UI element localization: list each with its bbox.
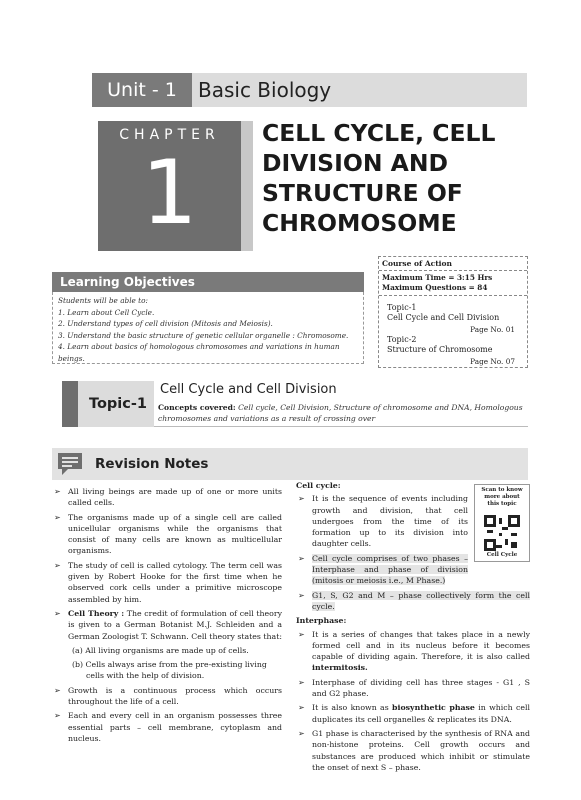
max-time: Maximum Time = 3:15 Hrs (382, 273, 493, 282)
divider (379, 295, 527, 296)
list-item: ➢ G1 phase is characterised by the synthesis of RNA and non-histone proteins. Cell growth occurs and substances are produced which inhibit or stimulate the onset of next S – phase. (296, 728, 530, 773)
chapter-title-line: CHROMOSOME (262, 209, 457, 237)
unit-label: Unit - 1 (92, 73, 192, 107)
max-time-and-questions (382, 273, 492, 293)
list-item: ➢ The study of cell is called cytology. The term cell was given by Robert Hooke for the first time when he observed cork cells under a primitive microscope assembled by him. (52, 560, 282, 605)
term: intermitosis. (312, 663, 368, 673)
chapter-box (98, 121, 241, 251)
list-item: ➢ Each and every cell in an organism possesses three essential parts – cell membrane, cytoplasm and nucleus. (52, 710, 282, 744)
unit-title: Basic Biology (198, 78, 332, 102)
topic-label: Topic-2 (387, 335, 417, 344)
objective-item: 1. Learn about Cell Cycle. (58, 307, 155, 317)
chapter-title (262, 118, 562, 238)
list-item (296, 629, 530, 674)
course-of-action-box (378, 256, 528, 368)
cell-theory-label: Cell Theory : (68, 608, 125, 618)
max-questions: Maximum Questions = 84 (382, 283, 488, 292)
objective-item: Students will be able to: (58, 296, 148, 305)
chapter-number: 1 (141, 141, 198, 244)
term: biosynthetic phase (392, 703, 475, 713)
qr-caption: Scan to know more about this topic (481, 487, 523, 507)
topic-page-number: Page No. 01 (470, 325, 515, 334)
qr-code-box[interactable] (474, 484, 530, 562)
topic-badge: Topic-1 (89, 396, 147, 412)
list-item: ➢ Growth is a continuous process which occurs throughout the life of a cell. (52, 685, 282, 708)
cell-theory-text: The credit of formulation of cell theory is given to a German Botanist M.J. Schleiden and a German Zoologist T. Schwann. Cell theory states that: (68, 608, 282, 641)
concepts-label: Concepts covered: (158, 403, 236, 412)
concepts-text: Cell cycle, Cell Division, Structure of chromosome and DNA, Homologous chromosomes and variations as a result of crossing over (158, 403, 523, 423)
list-item (52, 608, 282, 642)
chapter-word: CHAPTER (119, 127, 220, 143)
chapter-box-shadow (241, 121, 253, 251)
highlighted-text: Cell cycle comprises of two phases – Interphase and phase of division (mitosis or meiosis i.e., M Phase.) (312, 553, 468, 586)
notes-icon (56, 451, 84, 477)
list-item: ➢ It is the sequence of events including growth and division, that cell undergoes from the time of its formation up to its division into daughter cells. (296, 493, 468, 549)
topic-2-entry[interactable] (387, 335, 493, 355)
text: in which cell duplicates its cell organelles & replicates its DNA. (312, 703, 530, 724)
sub-item: (b) Cells always arise from the pre-existing living cells with the help of division. (72, 660, 267, 681)
list-item: ➢ Interphase of dividing cell has three stages - G1 , S and G2 phase. (296, 677, 530, 700)
chapter-title-line: STRUCTURE OF (262, 179, 463, 207)
topic-page-number: Page No. 07 (470, 357, 515, 366)
divider (154, 426, 528, 427)
concepts-covered (158, 402, 528, 424)
list-item (296, 553, 468, 587)
list-item (296, 702, 530, 725)
text: It is also known as (312, 703, 393, 713)
text: It is a series of changes that takes place in a newly formed cell and in its nucleus before it becomes capable of dividing again. Therefore, it is also called (312, 629, 530, 662)
learning-objectives-list (52, 292, 364, 364)
objective-item: 3. Understand the basic structure of genetic cellular organelle : Chromosome. (58, 330, 349, 340)
topic-1-entry[interactable] (387, 303, 499, 323)
objective-item: 4. Learn about basics of homologous chromosomes and variations in human beings. (58, 342, 340, 363)
objective-item: 2. Understand types of cell division (Mitosis and Meiosis). (58, 319, 273, 328)
qr-label: Cell Cycle (486, 552, 518, 558)
revision-notes-title: Revision Notes (95, 456, 209, 472)
divider (379, 270, 527, 271)
topic-name: Cell Cycle and Cell Division (387, 313, 500, 322)
chapter-title-line: CELL CYCLE, CELL (262, 119, 496, 147)
list-item: ➢ All living beings are made up of one or more units called cells. (52, 486, 282, 509)
sub-item: (a) All living organisms are made up of cells. (72, 645, 249, 655)
list-item (296, 590, 530, 613)
topic-label: Topic-1 (387, 303, 417, 312)
section-heading: Interphase: (296, 616, 347, 626)
topic-badge-accent (62, 381, 78, 427)
highlighted-text: G1, S, G2 and M – phase collectively form the cell cycle. (312, 590, 530, 611)
qr-code-icon (484, 515, 520, 551)
chapter-title-line: DIVISION AND (262, 149, 449, 177)
topic-name: Structure of Chromosome (387, 345, 493, 354)
topic-title: Cell Cycle and Cell Division (160, 382, 337, 397)
course-of-action-title: Course of Action (382, 259, 452, 268)
list-item: ➢ The organisms made up of a single cell are called unicellular organisms while the organisms that consist of many cells are known as multicellular organisms. (52, 512, 282, 557)
section-heading: Cell cycle: (296, 481, 341, 490)
learning-objectives-header: Learning Objectives (52, 272, 364, 292)
left-column (52, 486, 282, 747)
